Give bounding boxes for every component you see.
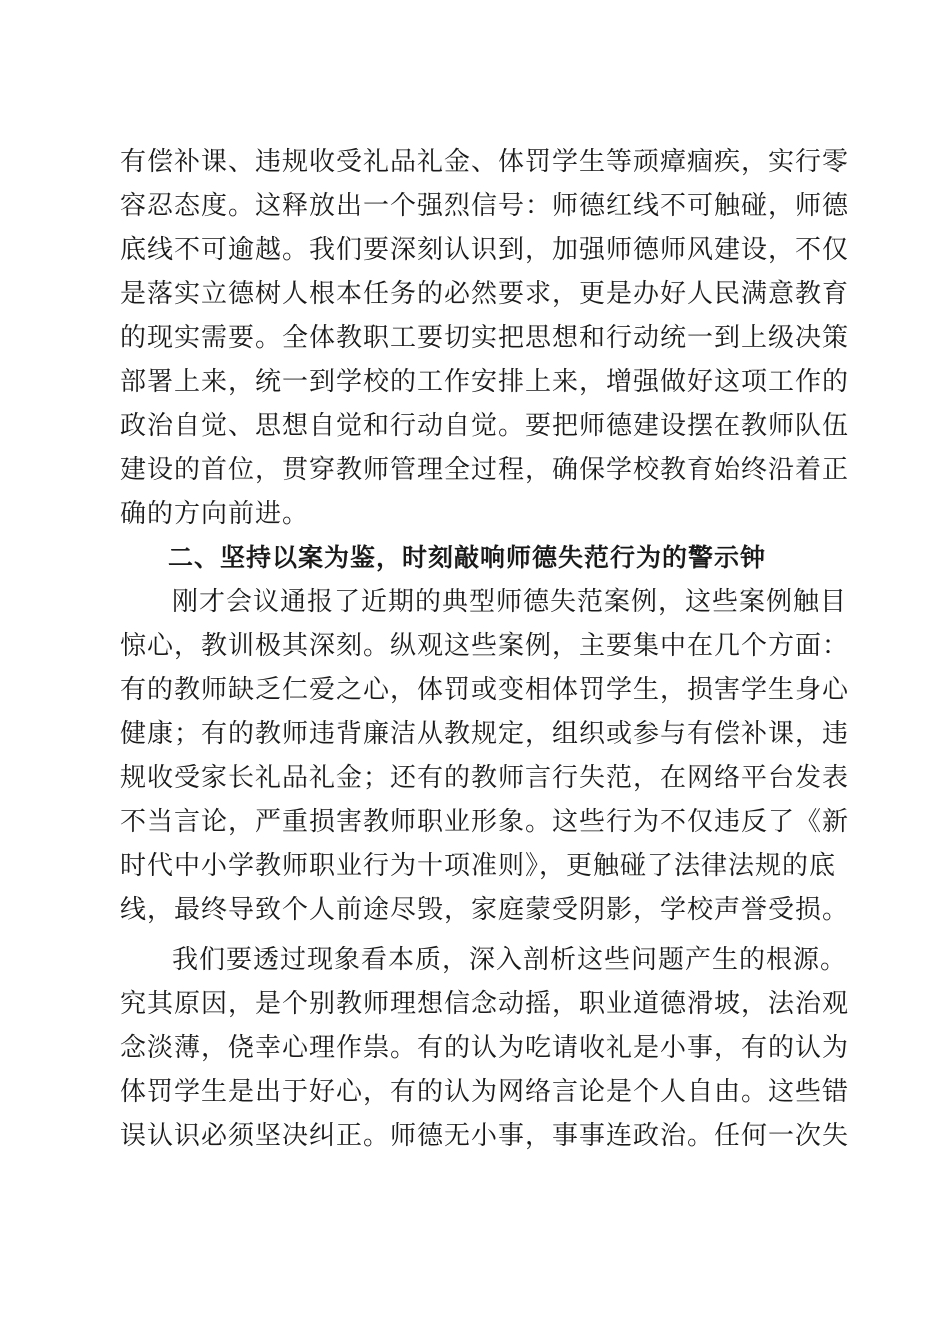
document-page <box>120 140 850 1158</box>
text-line: 刚才会议通报了近期的典型师德失范案例，这些案例触目 <box>172 587 848 617</box>
text-line: 线，最终导致个人前途尽毁，家庭蒙受阴影，学校声誉受损。 <box>120 895 850 925</box>
text-line: 政治自觉、思想自觉和行动自觉。要把师德建设摆在教师队伍 <box>120 411 850 441</box>
text-line: 确的方向前进。 <box>120 499 310 529</box>
text-line: 不当言论，严重损害教师职业形象。这些行为不仅违反了《新 <box>120 807 850 837</box>
text-line: 是落实立德树人根本任务的必然要求，更是办好人民满意教育 <box>120 279 850 309</box>
text-line: 念淡薄，侥幸心理作祟。有的认为吃请收礼是小事，有的认为 <box>120 1033 850 1063</box>
paragraph-3 <box>120 938 850 1158</box>
text-line: 规收受家长礼品礼金；还有的教师言行失范，在网络平台发表 <box>120 763 850 793</box>
text-line: 有偿补课、违规收受礼品礼金、体罚学生等顽瘴痼疾，实行零 <box>120 147 850 177</box>
text-line: 误认识必须坚决纠正。师德无小事，事事连政治。任何一次失 <box>120 1121 850 1151</box>
text-line: 部署上来，统一到学校的工作安排上来，增强做好这项工作的 <box>120 367 850 397</box>
text-line: 底线不可逾越。我们要深刻认识到，加强师德师风建设，不仅 <box>120 235 850 265</box>
text-line: 时代中小学教师职业行为十项准则》，更触碰了法律法规的底 <box>120 851 837 881</box>
text-line: 健康；有的教师违背廉洁从教规定，组织或参与有偿补课，违 <box>120 719 850 749</box>
text-line: 容忍态度。这释放出一个强烈信号：师德红线不可触碰，师德 <box>120 191 850 221</box>
text-line: 有的教师缺乏仁爱之心，体罚或变相体罚学生，损害学生身心 <box>120 675 850 705</box>
text-line: 究其原因，是个别教师理想信念动摇，职业道德滑坡，法治观 <box>120 989 850 1019</box>
text-line: 体罚学生是出于好心，有的认为网络言论是个人自由。这些错 <box>120 1077 850 1107</box>
text-line: 的现实需要。全体教职工要切实把思想和行动统一到上级决策 <box>120 323 850 353</box>
paragraph-2 <box>120 580 850 932</box>
text-line: 惊心，教训极其深刻。纵观这些案例，主要集中在几个方面： <box>120 631 850 661</box>
text-line: 建设的首位，贯穿教师管理全过程，确保学校教育始终沿着正 <box>120 455 850 485</box>
text-line: 我们要透过现象看本质，深入剖析这些问题产生的根源。 <box>172 945 848 975</box>
paragraph-1 <box>120 140 850 536</box>
section-heading: 二、坚持以案为鉴，时刻敲响师德失范行为的警示钟 <box>168 543 767 572</box>
